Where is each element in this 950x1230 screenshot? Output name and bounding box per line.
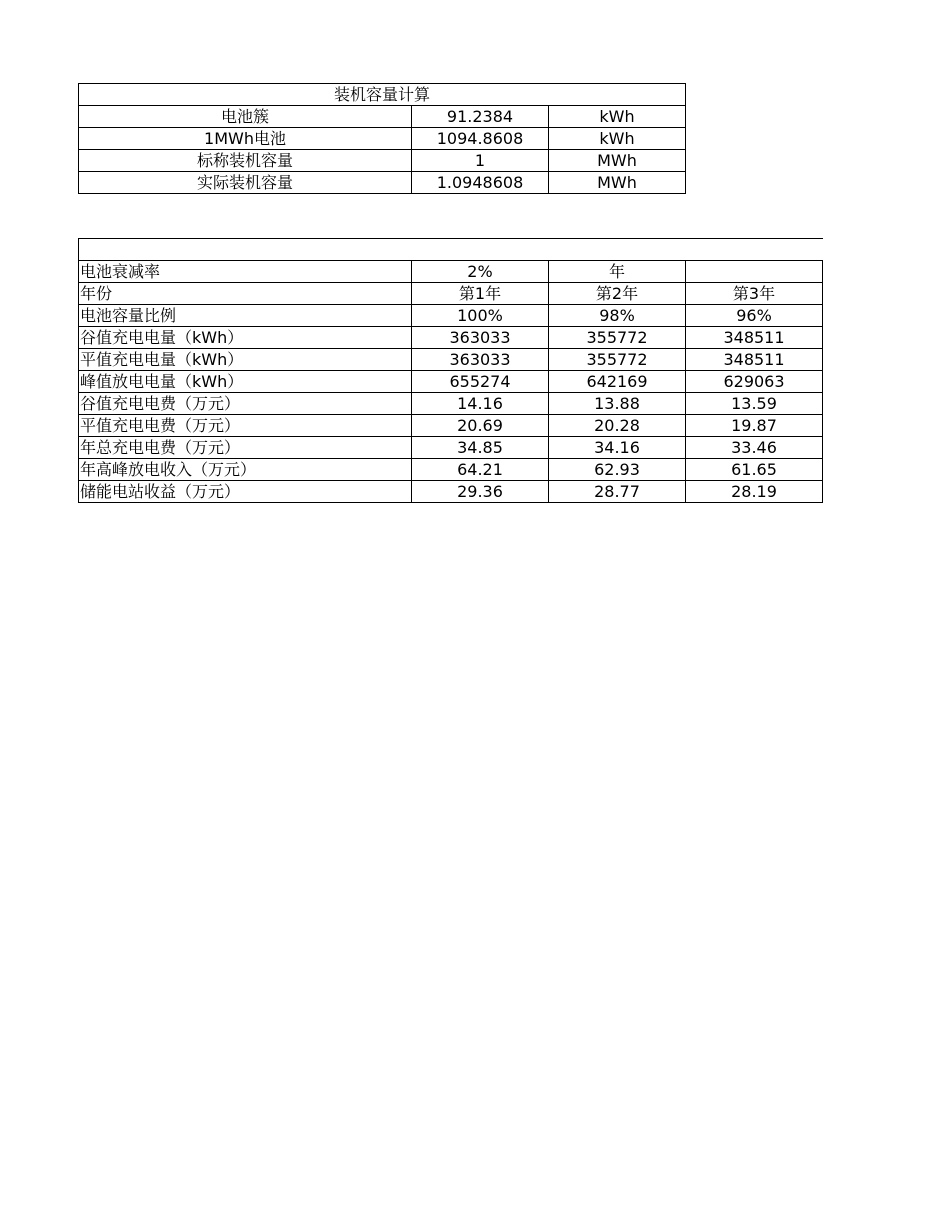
row-unit: MWh — [549, 150, 686, 172]
revenue-table — [78, 238, 823, 503]
row-value: 642169 — [549, 371, 686, 393]
table-row — [79, 150, 686, 172]
row-value: 13.59 — [686, 393, 823, 415]
row-value: 28.19 — [686, 481, 823, 503]
year-header-3: 第3年 — [686, 283, 823, 305]
row-label: 平值充电电量（kWh） — [79, 349, 412, 371]
row-value: 33.46 — [686, 437, 823, 459]
row-label: 储能电站收益（万元） — [79, 481, 412, 503]
row-value: 20.28 — [549, 415, 686, 437]
row-value: 62.93 — [549, 459, 686, 481]
row-value: 28.77 — [549, 481, 686, 503]
year-header-2: 第2年 — [549, 283, 686, 305]
table-row — [79, 371, 823, 393]
decay-value: 2% — [412, 261, 549, 283]
table-row — [79, 128, 686, 150]
table-row — [79, 349, 823, 371]
row-label: 谷值充电电量（kWh） — [79, 327, 412, 349]
row-value: 629063 — [686, 371, 823, 393]
row-unit: kWh — [549, 128, 686, 150]
row-value: 1.0948608 — [412, 172, 549, 194]
table-row — [79, 415, 823, 437]
row-value: 20.69 — [412, 415, 549, 437]
year-header-1: 第1年 — [412, 283, 549, 305]
row-value: 14.16 — [412, 393, 549, 415]
table-row — [79, 172, 686, 194]
row-label: 峰值放电电量（kWh） — [79, 371, 412, 393]
row-value: 363033 — [412, 327, 549, 349]
decay-extra — [686, 261, 823, 283]
table-row — [79, 106, 686, 128]
row-value: 1 — [412, 150, 549, 172]
capacity-table — [78, 83, 686, 194]
table-row — [79, 305, 823, 327]
row-value: 348511 — [686, 327, 823, 349]
revenue-blank-row — [79, 239, 823, 261]
decay-unit: 年 — [549, 261, 686, 283]
row-value: 348511 — [686, 349, 823, 371]
row-value: 13.88 — [549, 393, 686, 415]
row-value: 655274 — [412, 371, 549, 393]
row-value: 19.87 — [686, 415, 823, 437]
row-label: 电池簇 — [79, 106, 412, 128]
row-label: 标称装机容量 — [79, 150, 412, 172]
row-value: 100% — [412, 305, 549, 327]
year-header-row — [79, 283, 823, 305]
decay-row — [79, 261, 823, 283]
row-value: 96% — [686, 305, 823, 327]
row-unit: kWh — [549, 106, 686, 128]
table-row — [79, 437, 823, 459]
row-value: 363033 — [412, 349, 549, 371]
row-value: 91.2384 — [412, 106, 549, 128]
row-value: 34.85 — [412, 437, 549, 459]
table-row — [79, 481, 823, 503]
table-row — [79, 459, 823, 481]
capacity-title: 装机容量计算 — [79, 84, 686, 106]
row-label: 平值充电电费（万元） — [79, 415, 412, 437]
row-value: 34.16 — [549, 437, 686, 459]
table-row — [79, 393, 823, 415]
decay-label: 电池衰减率 — [79, 261, 412, 283]
row-label: 电池容量比例 — [79, 305, 412, 327]
row-label: 年总充电电费（万元） — [79, 437, 412, 459]
table-row — [79, 327, 823, 349]
row-label: 谷值充电电费（万元） — [79, 393, 412, 415]
row-label: 1MWh电池 — [79, 128, 412, 150]
row-value: 64.21 — [412, 459, 549, 481]
row-label: 年高峰放电收入（万元） — [79, 459, 412, 481]
row-value: 29.36 — [412, 481, 549, 503]
row-unit: MWh — [549, 172, 686, 194]
row-value: 61.65 — [686, 459, 823, 481]
capacity-title-row — [79, 84, 686, 106]
row-value: 355772 — [549, 349, 686, 371]
blank-header-cell — [79, 239, 823, 261]
row-value: 355772 — [549, 327, 686, 349]
row-label: 实际装机容量 — [79, 172, 412, 194]
row-value: 1094.8608 — [412, 128, 549, 150]
year-header-label: 年份 — [79, 283, 412, 305]
row-value: 98% — [549, 305, 686, 327]
